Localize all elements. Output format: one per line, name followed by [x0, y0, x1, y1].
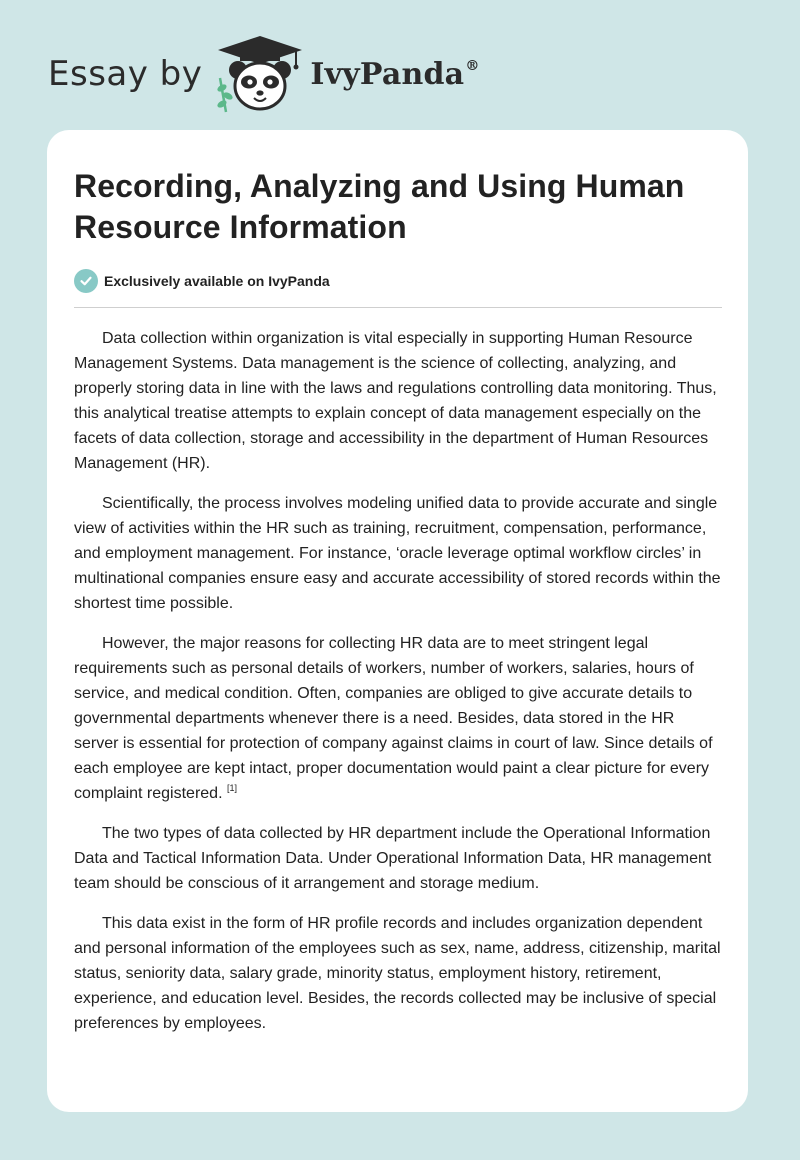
panda-graduate-icon	[216, 34, 304, 114]
reference-marker[interactable]: [1]	[226, 783, 237, 793]
brand-name	[310, 57, 479, 92]
exclusive-label: Exclusively available on IvyPanda	[104, 273, 330, 289]
paragraph-4: The two types of data collected by HR department include the Operational Information Data and Tactical Information Data. Under Operational Information Data, HR management team should be conscious of it arrangement and storage medium.	[74, 825, 712, 892]
essay-card	[47, 130, 748, 1112]
paragraph-2: Scientifically, the process involves modeling unified data to provide accurate and single view of activities within the HR such as training, recruitment, compensation, performance, and employment management. For instance, ‘oracle leverage optimal workflow circles’ in multinational companies ensure easy and accurate accessibility of stored records within the shortest time possible.	[74, 495, 721, 612]
paragraph-1: Data collection within organization is vital especially in supporting Human Resource Management Systems. Data management is the science of collecting, analyzing, and properly storing data in line with the laws and regulations controlling data monitoring. Thus, this analytical treatise attempts to explain concept of data management especially on the facets of data collection, storage and accessibility in the department of Human Resources Management (HR).	[74, 330, 717, 472]
check-circle-icon	[74, 269, 98, 293]
exclusive-badge	[74, 269, 722, 293]
paragraph-5: This data exist in the form of HR profile records and includes organization dependent and personal information of the employees such as sex, name, address, citizenship, marital status, seniority data, salary grade, minority status, employment history, retirement, experience, and education level. Besides, the records collected may be inclusive of special preferences by employees.	[74, 915, 721, 1032]
registered-mark: ®	[465, 57, 480, 74]
brand-name-text: IvyPanda	[310, 56, 465, 92]
essay-body	[74, 326, 722, 1036]
paragraph-3-text: However, the major reasons for collecting HR data are to meet stringent legal requirements such as personal details of workers, number of workers, salaries, hours of service, and medical condition. Often, companies are obliged to give accurate details to governmental departments whenever there is a need. Besides, data stored in the HR server is essential for protection of company against claims in court of law. Since details of each employee are kept intact, proper documentation would paint a clear picture for every complaint registered.	[74, 635, 713, 802]
divider	[74, 307, 722, 308]
paragraph-3	[74, 631, 722, 806]
site-header	[48, 34, 480, 114]
essay-by-label: Essay by	[48, 54, 203, 94]
page-title: Recording, Analyzing and Using Human Resource Information	[74, 168, 685, 245]
